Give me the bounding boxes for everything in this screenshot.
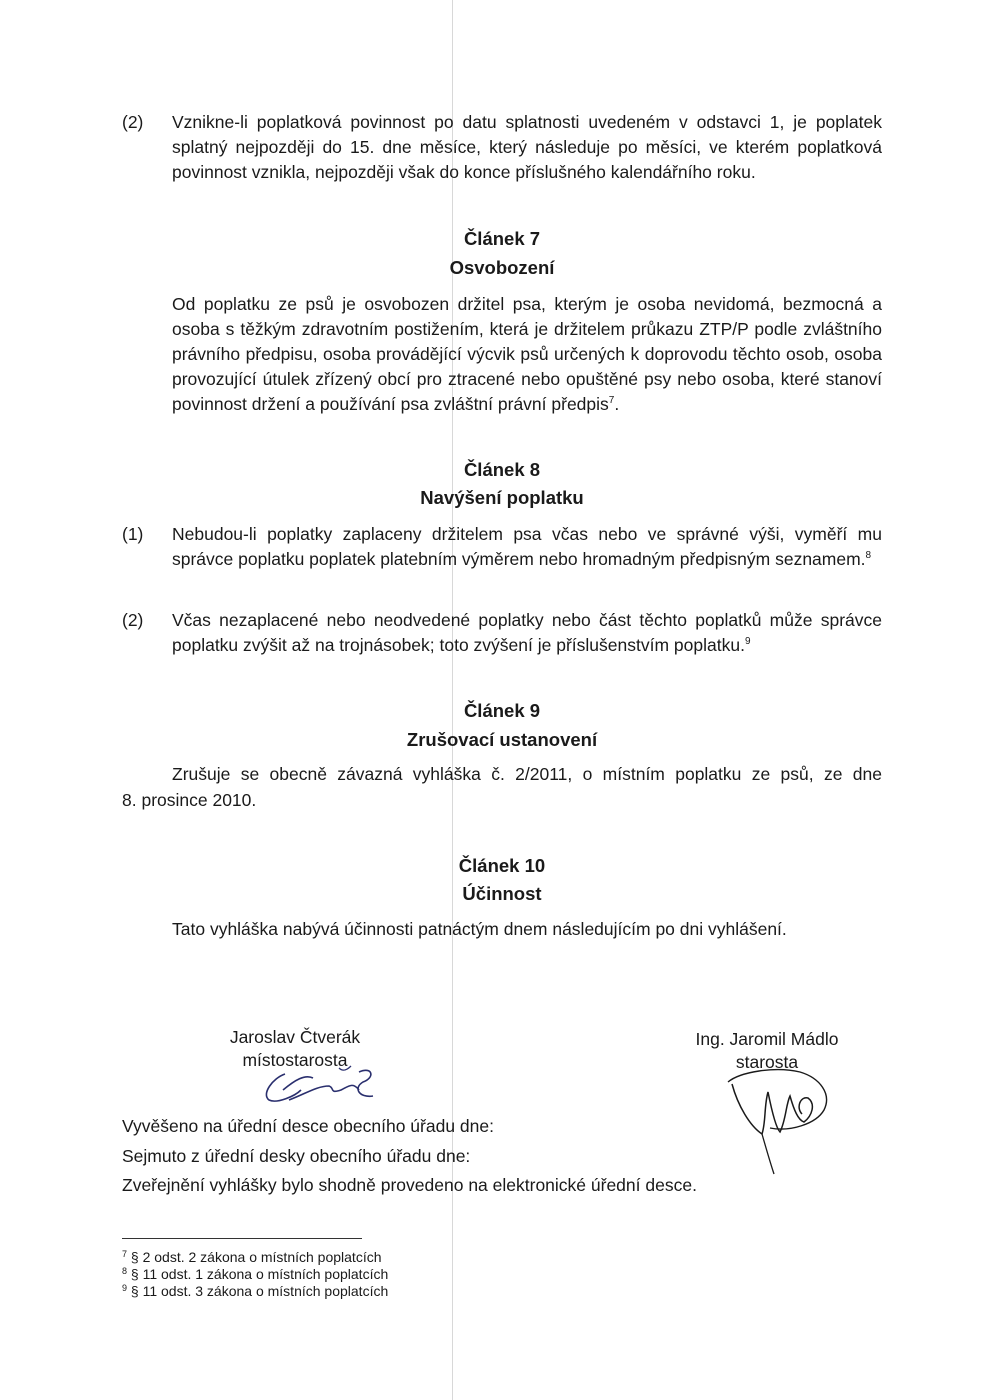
footnote-text: § 11 odst. 3 zákona o místních poplatcích — [130, 1283, 389, 1299]
article-8-number: Článek 8 — [463, 459, 541, 480]
footnote-ref-8: 8 — [865, 550, 872, 561]
footnote-7 — [122, 1249, 382, 1266]
paragraph-number: (2) — [122, 610, 144, 630]
article-10-text: Tato vyhláška nabývá účinnosti patnáctým dnem následujícím po dni vyhlášení. — [172, 919, 787, 939]
posted-on-board: Vyvěšeno na úřední desce obecního úřadu dne: — [122, 1116, 494, 1136]
article-9-number: Článek 9 — [463, 700, 541, 721]
article-8-title: Navýšení poplatku — [420, 487, 584, 508]
article-8-p2-body: Včas nezaplacené nebo neodvedené poplatky nebo část těchto poplatků může správce poplatku zvýšit až na trojnásobek; toto zvýšení je příslušenstvím poplatku. — [172, 610, 882, 655]
article-9-title: Zrušovací ustanovení — [406, 729, 598, 750]
article-8-p1-body: Nebudou-li poplatky zaplaceny držitelem psa včas nebo ve správné výši, vyměří mu správce poplatku poplatek platebním výměrem nebo hromadným předpisným seznamem. — [172, 524, 882, 569]
paragraph-text: Vznikne-li poplatková povinnost po datu splatnosti uvedeném v odstavci 1, je poplatek splatný nejpozději do 15. dne měsíce, který následuje po měsíci, ve kterém poplatková povinnost vznikla, nejpozději však do konce příslušného kalendářního roku. — [172, 112, 882, 182]
footnote-separator — [122, 1238, 362, 1239]
article-9-text-line2: 8. prosince 2010. — [122, 790, 257, 810]
article-9-text-line1: Zrušuje se obecně závazná vyhláška č. 2/2011, o místním poplatku ze psů, ze dne — [172, 764, 882, 784]
article-7-title: Osvobození — [449, 257, 555, 278]
footnote-ref-9: 9 — [744, 636, 751, 647]
footnote-text: § 2 odst. 2 zákona o místních poplatcích — [130, 1249, 382, 1265]
paragraph-text — [172, 522, 882, 572]
signer-name: Jaroslav Čtverák — [229, 1027, 361, 1047]
removed-from-board: Sejmuto z úřední desky obecního úřadu dne: — [122, 1146, 471, 1166]
signer-role: místostarosta — [242, 1050, 348, 1070]
published-electronically: Zveřejnění vyhlášky bylo shodně provedeno na elektronické úřední desce. — [122, 1175, 697, 1195]
article-10-number: Článek 10 — [458, 855, 546, 876]
article-7-number: Článek 7 — [463, 228, 541, 249]
article-7-body: Od poplatku ze psů je osvobozen držitel psa, kterým je osoba nevidomá, bezmocná a osoba s těžkým zdravotním postižením, která je držitelem průkazu ZTP/P podle zvláštního právního předpisu, osoba provádějící výcvik psů určených k doprovodu těchto osob, osoba provozující útulek zřízený obcí pro ztracené nebo opuštěné psy nebo osoba, které stanoví povinnost držení a používání psa zvláštní právní předpis — [172, 294, 882, 414]
signer-role: starosta — [735, 1052, 799, 1072]
paragraph-number: (2) — [122, 112, 144, 132]
signer-name: Ing. Jaromil Mádlo — [695, 1029, 839, 1049]
article-7-end: . — [614, 394, 620, 414]
footnote-ref-7: 7 — [608, 395, 615, 406]
article-10-title: Účinnost — [462, 883, 542, 904]
paragraph-text — [172, 608, 882, 658]
article-7-text — [172, 292, 882, 417]
footnote-9 — [122, 1283, 388, 1300]
footnote-8 — [122, 1266, 388, 1283]
paragraph-number: (1) — [122, 524, 144, 544]
footnote-marker: 7 — [122, 1249, 128, 1259]
footnote-text: § 11 odst. 1 zákona o místních poplatcích — [130, 1266, 389, 1282]
footnote-marker: 8 — [122, 1266, 128, 1276]
footnote-marker: 9 — [122, 1283, 128, 1293]
handwritten-signature-left — [255, 1060, 385, 1110]
